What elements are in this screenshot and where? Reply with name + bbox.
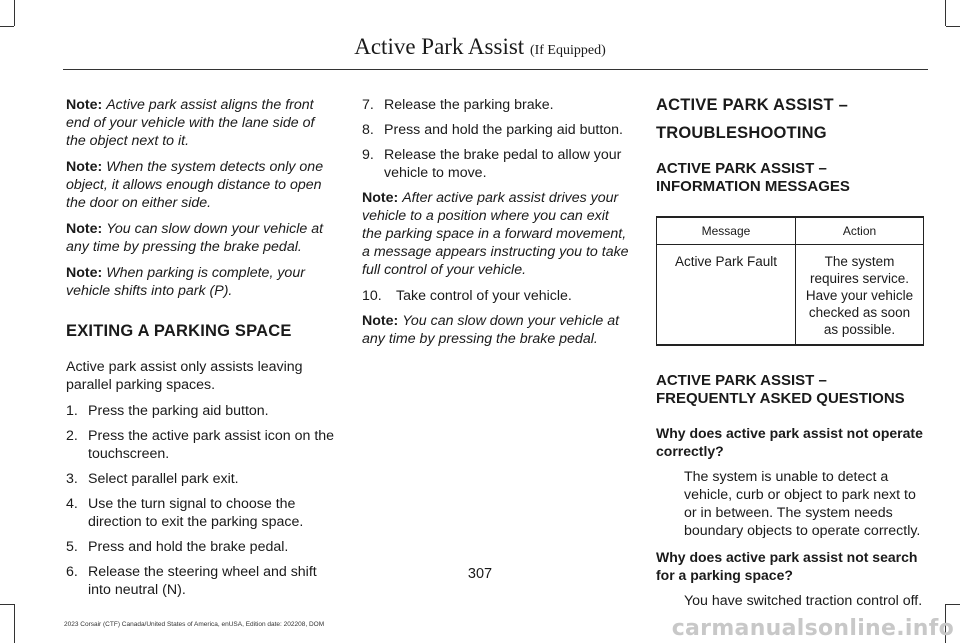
note-text: After active park assist drives your vehicle to a position where you can exit the parking space in a forward movement, a message appears instructing you to take full control of your vehicle. bbox=[362, 190, 629, 278]
column-3 bbox=[656, 96, 926, 618]
note-label: Note: bbox=[66, 97, 103, 113]
footer-text: 2023 Corsair (CTF) Canada/United States of America, enUSA, Edition date: 202208, DOM bbox=[64, 621, 325, 628]
list-item bbox=[362, 96, 632, 114]
list-item bbox=[362, 287, 632, 305]
note-text: When the system detects only one object, it allows enough distance to open the door on either side. bbox=[66, 159, 324, 211]
page-number: 307 bbox=[467, 566, 493, 582]
crop-mark bbox=[0, 26, 14, 27]
note-label: Note: bbox=[66, 221, 103, 237]
note bbox=[66, 220, 338, 256]
section-heading: TROUBLESHOOTING bbox=[656, 124, 827, 142]
crop-mark bbox=[14, 604, 15, 643]
list-item bbox=[362, 121, 632, 139]
step-number: 4. bbox=[66, 496, 78, 512]
crop-mark bbox=[946, 604, 960, 605]
step-number: 10. bbox=[362, 288, 382, 304]
list-item bbox=[66, 470, 338, 488]
faq-answer: The system is unable to detect a vehicle, curb or object to park next to or in between. The system needs boundary objects to operate correctly. bbox=[684, 469, 921, 539]
list-item bbox=[66, 538, 338, 556]
note bbox=[66, 158, 338, 212]
table-cell: The system requires service. Have your vehicle checked as soon as possible. bbox=[796, 245, 924, 346]
step-text: Release the brake pedal to allow your vehicle to move. bbox=[384, 147, 622, 181]
header-rule bbox=[63, 69, 928, 70]
crop-mark bbox=[0, 604, 14, 605]
step-text: Press the active park assist icon on the touchscreen. bbox=[88, 428, 335, 462]
step-number: 9. bbox=[362, 147, 374, 163]
note-text: You can slow down your vehicle at any time by pressing the brake pedal. bbox=[362, 313, 620, 347]
note bbox=[362, 312, 632, 348]
subsection-heading: ACTIVE PARK ASSIST – FREQUENTLY ASKED QUESTIONS bbox=[656, 372, 905, 407]
faq-question: Why does active park assist not operate correctly? bbox=[656, 425, 923, 459]
info-messages-table bbox=[656, 216, 924, 346]
table-header: Action bbox=[796, 217, 924, 245]
step-text: Take control of your vehicle. bbox=[396, 288, 572, 304]
step-number: 1. bbox=[66, 403, 78, 419]
step-text: Press and hold the brake pedal. bbox=[88, 539, 289, 555]
note bbox=[66, 96, 338, 150]
step-text: Use the turn signal to choose the direction to exit the parking space. bbox=[88, 496, 304, 530]
step-list bbox=[362, 287, 632, 305]
note-label: Note: bbox=[66, 265, 103, 281]
note-label: Note: bbox=[362, 313, 399, 329]
step-text: Select parallel park exit. bbox=[88, 471, 239, 487]
note-text: When parking is complete, your vehicle shifts into park (P). bbox=[66, 265, 305, 299]
step-text: Press the parking aid button. bbox=[88, 403, 269, 419]
column-1 bbox=[66, 96, 338, 606]
step-number: 2. bbox=[66, 428, 78, 444]
step-list bbox=[362, 96, 632, 182]
list-item bbox=[66, 427, 338, 463]
step-text: Press and hold the parking aid button. bbox=[384, 122, 623, 138]
table-cell: Active Park Fault bbox=[657, 245, 796, 346]
list-item bbox=[66, 495, 338, 531]
step-number: 3. bbox=[66, 471, 78, 487]
section-intro: Active park assist only assists leaving parallel parking spaces. bbox=[66, 359, 303, 393]
note-text: You can slow down your vehicle at any time by pressing the brake pedal. bbox=[66, 221, 324, 255]
faq-answer: You have switched traction control off. bbox=[684, 593, 923, 609]
note-label: Note: bbox=[362, 190, 399, 206]
step-number: 6. bbox=[66, 564, 78, 580]
watermark: carmanualsonline.info bbox=[671, 616, 954, 641]
table-header-row bbox=[657, 217, 924, 245]
note-text: Active park assist aligns the front end of your vehicle with the lane side of the object next to it. bbox=[66, 97, 315, 149]
step-number: 5. bbox=[66, 539, 78, 555]
crop-mark bbox=[945, 0, 946, 26]
list-item bbox=[362, 146, 632, 182]
step-text: Release the steering wheel and shift into neutral (N). bbox=[88, 564, 317, 598]
header-subtitle: (If Equipped) bbox=[529, 43, 606, 58]
step-number: 7. bbox=[362, 97, 374, 113]
crop-mark bbox=[946, 26, 960, 27]
page-header bbox=[0, 34, 960, 60]
step-text: Release the parking brake. bbox=[384, 97, 554, 113]
header-title: Active Park Assist bbox=[354, 34, 525, 59]
column-2 bbox=[362, 96, 632, 356]
note-label: Note: bbox=[66, 159, 103, 175]
note bbox=[362, 189, 632, 279]
note bbox=[66, 264, 338, 300]
table-row bbox=[657, 245, 924, 346]
table-header: Message bbox=[657, 217, 796, 245]
list-item bbox=[66, 402, 338, 420]
faq-question: Why does active park assist not search for a parking space? bbox=[656, 549, 918, 583]
section-heading: ACTIVE PARK ASSIST – bbox=[656, 96, 848, 114]
subsection-heading: ACTIVE PARK ASSIST – INFORMATION MESSAGES bbox=[656, 160, 850, 195]
crop-mark bbox=[14, 0, 15, 26]
step-number: 8. bbox=[362, 122, 374, 138]
section-heading: EXITING A PARKING SPACE bbox=[66, 322, 292, 340]
